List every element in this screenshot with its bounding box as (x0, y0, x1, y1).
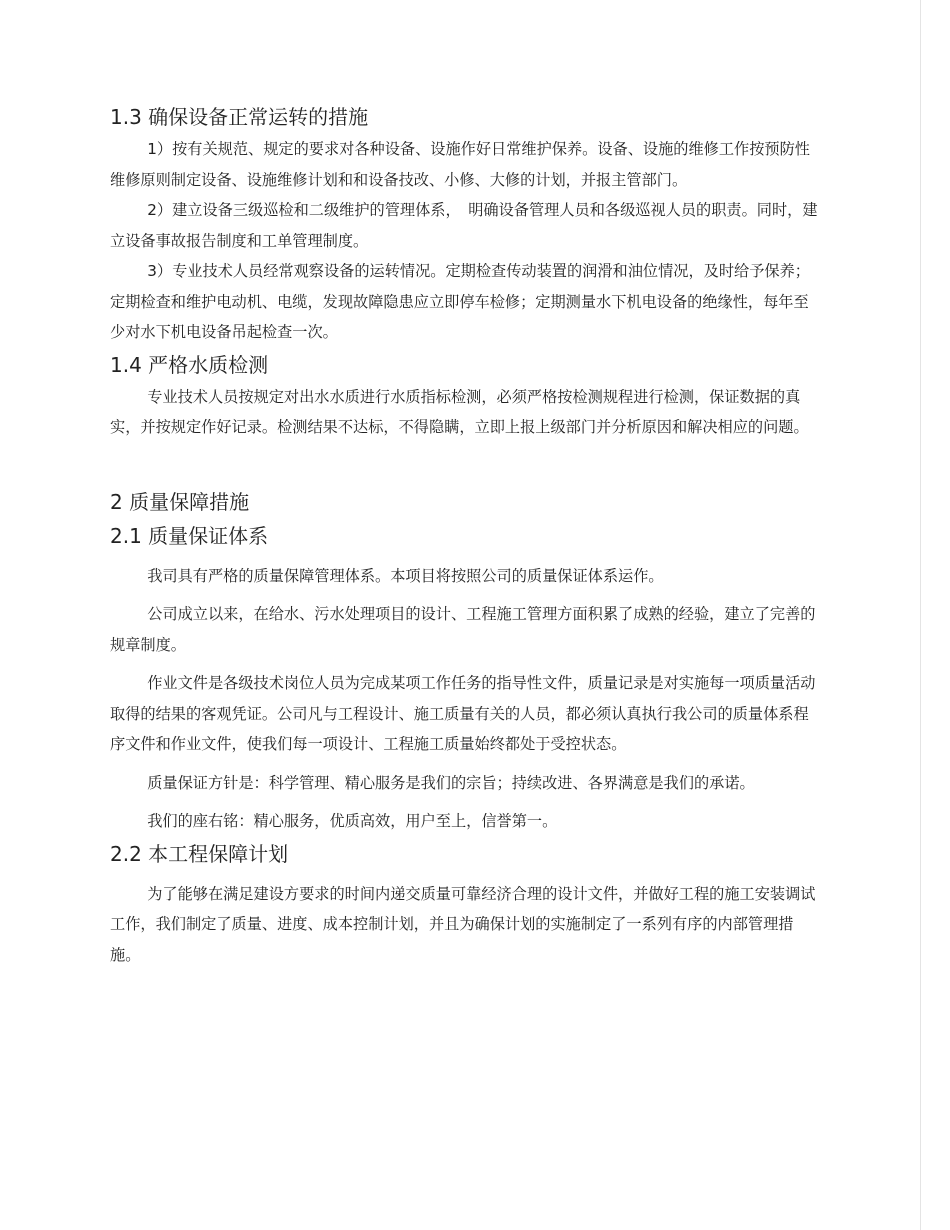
paragraph-2-1-item-2: 公司成立以来，在给水、污水处理项目的设计、工程施工管理方面积累了成熟的经验，建立了完善的规章制度。 (110, 605, 816, 654)
page-edge-divider (920, 0, 921, 1230)
paragraph-2-1-item-3: 作业文件是各级技术岗位人员为完成某项工作任务的指导性文件，质量记录是对实施每一项质量活动取得的结果的客观凭证。公司凡与工程设计、施工质量有关的人员，都必须认真执行我公司的质量体系程序文件和作业文件，使我们每一项设计、工程施工质量始终都处于受控状态。 (110, 674, 816, 753)
spacer (110, 871, 822, 879)
heading-1-3: 1.3 确保设备正常运转的措施 (110, 105, 369, 129)
paragraph-1-3-item-3: 3）专业技术人员经常观察设备的运转情况。定期检查传动装置的润滑和油位情况，及时给予保养；定期检查和维护电动机、电缆，发现故障隐患应立即停车检修；定期测量水下机电设备的绝缘性，每年至少对水下机电设备吊起检查一次。 (110, 262, 810, 341)
paragraph-1-3-item-1: 1）按有关规范、规定的要求对各种设备、设施作好日常维护保养。设备、设施的维修工作按预防性维修原则制定设备、设施维修计划和和设备技改、小修、大修的计划，并报主管部门。 (110, 140, 810, 189)
heading-1-4: 1.4 严格水质检测 (110, 352, 269, 377)
spacer (110, 660, 822, 668)
document-body (110, 100, 822, 970)
paragraph-2-2: 为了能够在满足建设方要求的时间内递交质量可靠经济合理的设计文件，并做好工程的施工安装调试工作，我们制定了质量、进度、成本控制计划，并且为确保计划的实施制定了一系列有序的内部管理措施。 (110, 884, 816, 964)
spacer (110, 798, 822, 806)
heading-2-1: 2.1 质量保证体系 (110, 523, 269, 548)
heading-2-2: 2.2 本工程保障计划 (110, 841, 289, 866)
paragraph-1-4: 专业技术人员按规定对出水水质进行水质指标检测，必须严格按检测规程进行检测，保证数据的真实，并按规定作好记录。检测结果不达标，不得隐瞒，立即上报上级部门并分析原因和解决相应的问题。 (110, 387, 809, 436)
spacer (110, 553, 822, 561)
paragraph-1-3-item-2: 2）建立设备三级巡检和二级维护的管理体系， 明确设备管理人员和各级巡视人员的职责。同时，建立设备事故报告制度和工单管理制度。 (110, 201, 818, 250)
paragraph-2-1-item-4: 质量保证方针是：科学管理、精心服务是我们的宗旨；持续改进、各界满意是我们的承诺。 (147, 773, 755, 792)
spacer (110, 760, 822, 768)
spacer (110, 591, 822, 599)
section-spacer (110, 443, 822, 485)
paragraph-2-1-item-1: 我司具有严格的质量保障管理体系。本项目将按照公司的质量保证体系运作。 (147, 566, 664, 585)
heading-2: 2 质量保障措施 (110, 489, 250, 514)
paragraph-2-1-item-5: 我们的座右铭：精心服务，优质高效，用户至上，信誉第一。 (147, 812, 558, 830)
